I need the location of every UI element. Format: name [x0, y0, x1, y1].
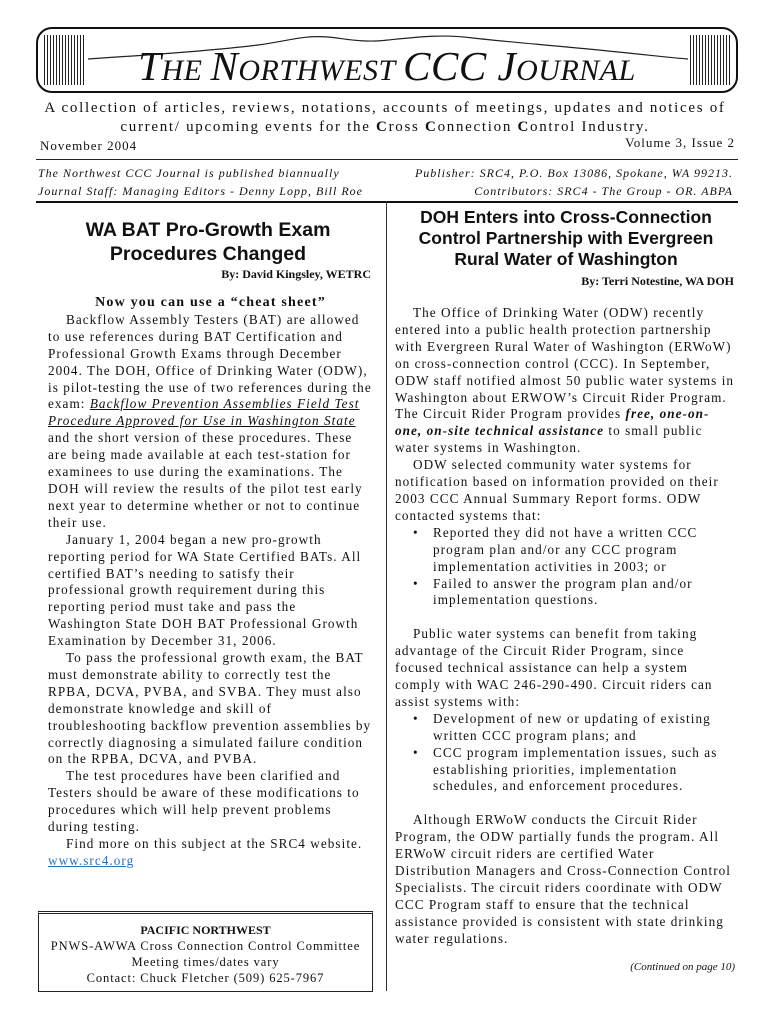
- left-article-body: [48, 295, 373, 870]
- paragraph: Find more on this subject at the SRC4 website. www.src4.org: [48, 836, 363, 868]
- pacific-northwest-notice: [38, 911, 373, 992]
- list-item: • CCC program implementation issues, such as establishing priorities, implementation schedules, and enforcement procedures.: [433, 745, 735, 796]
- tagline: A collection of articles, reviews, notations, accounts of meetings, updates and notices of current/ upcoming events for the Cross Connection Control Industry.: [44, 100, 726, 135]
- notice-contact: Contact: Chuck Fletcher (509) 625-7967: [86, 971, 325, 985]
- bullet-list: [395, 525, 735, 610]
- notice-line: Meeting times/dates vary: [131, 955, 280, 969]
- paragraph: Although ERWoW conducts the Circuit Rider Program, the ODW partially funds the program. All ERWoW circuit riders are certified Water Distribution Managers and Cross-Connection Control Specialists. The circuit riders coordinate with ODW CCC Program staff to ensure that the technical assistance provided is consistent with state drinking water regulations.: [395, 812, 731, 946]
- continued-note: (Continued on page 10): [630, 961, 735, 973]
- paragraph: Backflow Assembly Testers (BAT) are allowed to use references during BAT Certification and Professional Growth Exams through December 2004. The DOH, Office of Drinking Water (ODW), is pilot-testing the use of two references during the exam: Backflow Prevention Assemblies Field Test Procedure Approved for Use in Washington State and the short version of these procedures. These are being made available at each test-station for examinees to use during the examinations. The DOH will review the results of the pilot test early next year to determine whether or not to continue their use.: [48, 311, 372, 530]
- publication-info-left: The Northwest CCC Journal is published biannually Journal Staff: Managing Editors - Denny Lopp, Bill Roe: [38, 166, 363, 198]
- divider: [36, 159, 738, 160]
- journal-title: THE NORTHWEST CCC JOURNAL: [138, 43, 636, 89]
- src4-website-link[interactable]: www.src4.org: [48, 852, 135, 868]
- paragraph: The test procedures have been clarified and Testers should be aware of these modifications to procedures which will help prevent problems during testing.: [48, 768, 360, 835]
- list-item: • Reported they did not have a written CCC program plan and/or any CCC program implementation activities in 2003; or: [433, 525, 735, 576]
- notice-line: PNWS-AWWA Cross Connection Control Committee: [50, 939, 361, 953]
- paragraph: Public water systems can benefit from taking advantage of the Circuit Rider Program, since focused technical assistance can help a system comply with WAC 246-290-490. Circuit riders can assist systems with:: [395, 626, 713, 709]
- publication-info-right: Publisher: SRC4, P.O. Box 13086, Spokane, WA 99213. Contributors: SRC4 - The Group - OR. ABPA: [414, 166, 733, 198]
- issue-date: November 2004: [40, 138, 138, 153]
- paragraph: To pass the professional growth exam, the BAT must demonstrate ability to correctly test the RPBA, DCVA, PVBA, and SVBA. They must also demonstrate knowledge and skill of troubleshooting backflow prevention assemblies by correctly diagnosing a simulated failure condition on the RPBA, DCVA, and PVBA.: [48, 650, 372, 767]
- masthead-banner: [36, 27, 738, 93]
- left-article-subhead: Now you can use a “cheat sheet”: [95, 295, 326, 310]
- notice-title: PACIFIC NORTHWEST: [140, 923, 271, 937]
- column-divider: [386, 201, 387, 991]
- paragraph: The Office of Drinking Water (ODW) recently entered into a public health protection partnership with Evergreen Rural Water of Washington (ERWoW) on cross-connection control (CCC). In September, ODW staff notified almost 50 public water systems in Washington about ERWOW’s Circuit Rider Program. The Circuit Rider Program provides free, one-on-one, on-site technical assistance to small public water systems in Washington.: [395, 305, 735, 456]
- paragraph: January 1, 2004 began a new pro-growth reporting period for WA State Certified BATs. All certified BAT’s needing to satisfy their professional growth requirement during this reporting period must take and pass the Washington State DOH BAT Professional Growth Examination by December 31, 2006.: [48, 531, 362, 649]
- reference-title-link[interactable]: Backflow Prevention Assemblies Field Test Procedure Approved for Use in Washington State: [48, 396, 360, 429]
- right-article-headline: DOH Enters into Cross-Connection Control Partnership with Evergreen Rural Water of Washington: [418, 207, 714, 269]
- bullet-list: [395, 711, 735, 796]
- list-item: • Development of new or updating of existing written CCC program plans; and: [433, 711, 735, 745]
- right-article-byline: By: Terri Notestine, WA DOH: [581, 274, 734, 288]
- left-article-headline: WA BAT Pro-Growth Exam Procedures Changed: [85, 219, 331, 265]
- paragraph: ODW selected community water systems for notification based on information provided on their 2003 CCC Annual Summary Report forms. ODW contacted systems that:: [395, 457, 719, 523]
- list-item: • Failed to answer the program plan and/or implementation questions.: [433, 576, 735, 610]
- issue-volume: Volume 3, Issue 2: [625, 135, 735, 150]
- divider: [36, 201, 738, 203]
- left-article-byline: By: David Kingsley, WETRC: [221, 267, 371, 281]
- right-article-body: [395, 305, 735, 948]
